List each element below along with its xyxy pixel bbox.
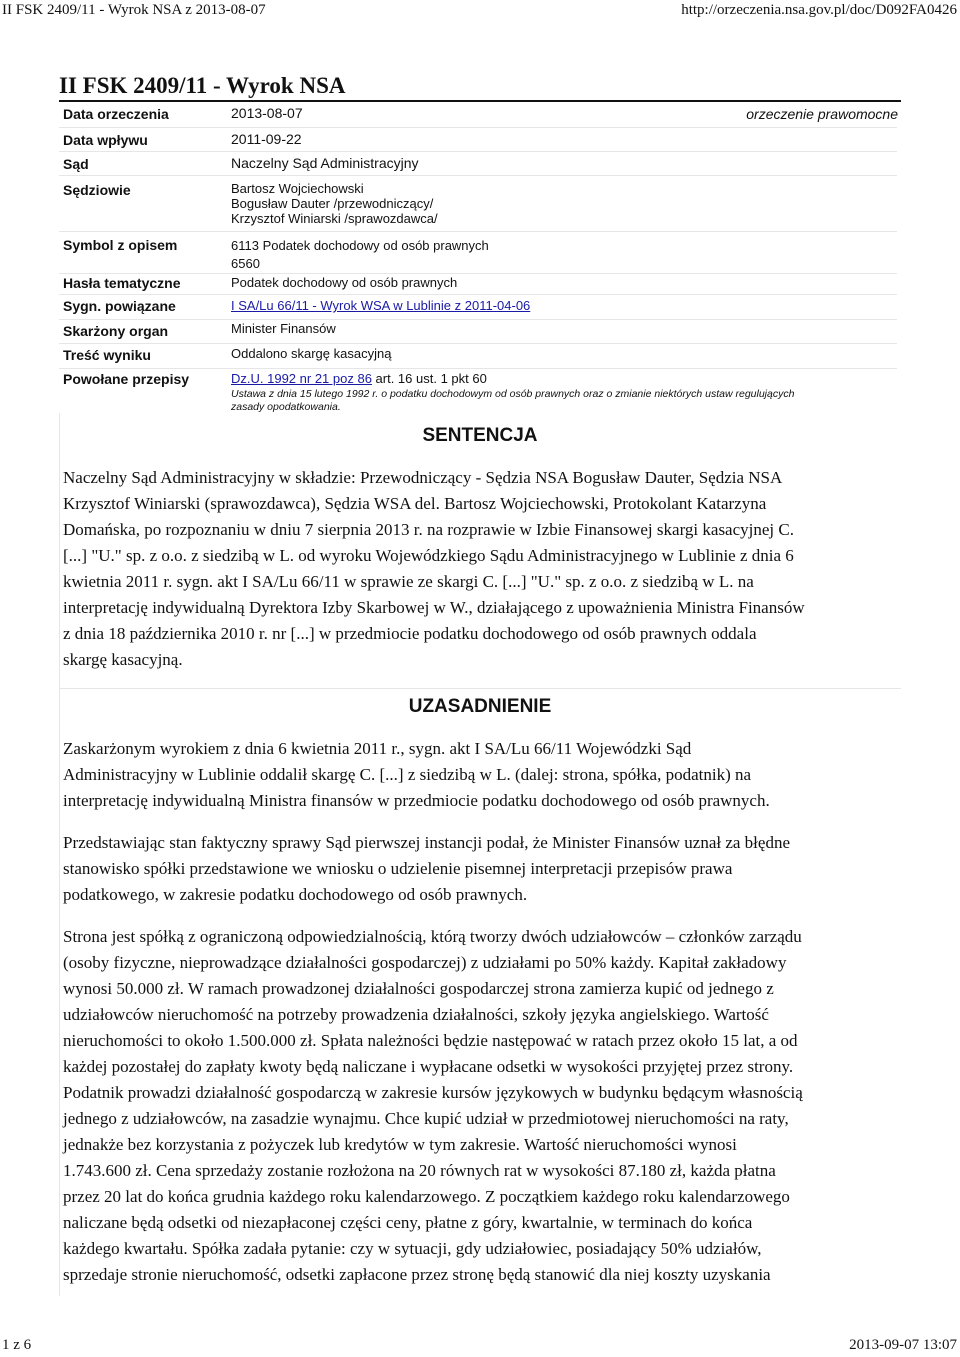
meta-value: 2013-08-07	[231, 105, 303, 121]
meta-label: Hasła tematyczne	[63, 275, 181, 291]
text-line: udziałowców nieruchomość na potrzeby prowadzenia działalności, szkoły języka angielskiego. Wartość	[63, 1005, 769, 1024]
meta-label: Sędziowie	[63, 182, 131, 198]
cited-law-description: zasady opodatkowania.	[231, 401, 341, 413]
text-line: Podatnik prowadzi działalność gospodarczą w zakresie kursów językowych w budynku będącym własnością	[63, 1083, 803, 1102]
print-header	[0, 0, 960, 22]
section-heading-uzasadnienie: UZASADNIENIE	[408, 696, 552, 717]
text-line: skargę kasacyjną.	[63, 650, 183, 669]
page-title: II FSK 2409/11 - Wyrok NSA	[59, 73, 346, 98]
section-divider	[59, 688, 901, 689]
meta-value-list	[231, 237, 489, 273]
cited-law-article: art. 16 ust. 1 pkt 60	[371, 371, 487, 386]
text-line: Przedstawiając stan faktyczny sprawy Sąd pierwszej instancji podał, że Minister Finansów uznał za błędne	[63, 833, 790, 852]
text-line: Zaskarżonym wyrokiem z dnia 6 kwietnia 2011 r., sygn. akt I SA/Lu 66/11 Wojewódzki Sąd	[63, 739, 692, 758]
text-line: przez 20 lat do końca grudnia każdego roku kalendarzowego. Z początkiem każdego roku kalendarzowego	[63, 1187, 790, 1206]
sentencja-text	[63, 465, 903, 673]
uzasadnienie-paragraph-1	[63, 736, 903, 814]
meta-label: Symbol z opisem	[63, 237, 178, 253]
page-counter: 1 z 6	[2, 1337, 32, 1353]
print-header-url: http://orzeczenia.nsa.gov.pl/doc/D092FA0426	[681, 2, 957, 18]
row-divider	[59, 343, 897, 344]
text-line: Administracyjny w Lublinie oddalił skargę C. [...] z siedzibą w L. (dalej: strona, spółka, podatnik) na	[63, 765, 752, 784]
symbol-code: 6113 Podatek dochodowy od osób prawnych	[231, 238, 489, 253]
content-left-border	[59, 413, 60, 1296]
meta-value	[231, 298, 530, 313]
meta-label: Skarżony organ	[63, 323, 169, 339]
text-line: podatkowego, w zakresie podatku dochodowego od osób prawnych.	[63, 885, 528, 904]
text-line: nieruchomości to około 1.500.000 zł. Spłata należności będzie następować w ratach przez około 15 lat, a od	[63, 1031, 798, 1050]
meta-value: Podatek dochodowy od osób prawnych	[231, 275, 458, 290]
meta-label: Sygn. powiązane	[63, 298, 176, 314]
text-line: jednego z udziałowców, na zasadzie wynajmu. Chce kupić udział w przedmiotowej nieruchomości na raty,	[63, 1109, 789, 1128]
row-divider	[59, 231, 897, 232]
meta-label: Data orzeczenia	[63, 106, 169, 122]
section-heading-sentencja: SENTENCJA	[422, 425, 538, 446]
judge-name: Bartosz Wojciechowski	[231, 181, 364, 196]
text-line: [...] "U." sp. z o.o. z siedzibą w L. od wyroku Wojewódzkiego Sądu Administracyjnego w Lublinie z dnia 6	[63, 546, 794, 565]
cited-law	[231, 371, 881, 386]
related-case-link[interactable]: I SA/Lu 66/11 - Wyrok WSA w Lublinie z 2011-04-06	[231, 298, 531, 313]
print-footer	[0, 1335, 960, 1355]
text-line: wynosi 50.000 zł. W ramach prowadzonej działalności gospodarczej strona zamierza kupić od jednego z	[63, 979, 774, 998]
meta-label: Sąd	[63, 156, 89, 172]
row-divider	[59, 294, 897, 295]
text-line: kwietnia 2011 r. sygn. akt I SA/Lu 66/11 w sprawie ze skargi C. [...] "U." sp. z o.o. z siedzibą w L. na	[63, 572, 754, 591]
text-line: każdego kwartału. Spółka zadała pytanie: czy w sytuacji, gdy udziałowiec, posiadający 50% udziałów,	[63, 1239, 762, 1258]
row-divider	[59, 127, 897, 128]
meta-value-list	[231, 181, 438, 226]
print-header-title: II FSK 2409/11 - Wyrok NSA z 2013-08-07	[2, 2, 266, 18]
text-line: każdej pozostałej do zapłaty kwoty będą naliczane i wypłacane odsetki w wysokości przyjętej przez strony.	[63, 1057, 794, 1076]
meta-label: Data wpływu	[63, 132, 148, 148]
meta-value: Naczelny Sąd Administracyjny	[231, 155, 419, 171]
row-divider	[59, 175, 897, 176]
judge-name: Krzysztof Winiarski /sprawozdawca/	[231, 211, 438, 226]
title-divider	[59, 100, 901, 102]
row-divider	[59, 151, 897, 152]
meta-label: Powołane przepisy	[63, 371, 190, 387]
symbol-code: 6560	[231, 256, 260, 271]
uzasadnienie-paragraph-2	[63, 830, 903, 908]
text-line: stanowisko spółki przedstawione we wniosku o udzielenie pisemnej interpretacji przepisów prawa	[63, 859, 733, 878]
meta-value	[231, 371, 881, 414]
cited-law-link[interactable]: Dz.U. 1992 nr 21 poz 86	[231, 371, 372, 386]
meta-value: 2011-09-22	[231, 131, 302, 147]
text-line: jednakże bez korzystania z pożyczek lub kredytów w tym zakresie. Wartość nieruchomości wynosi	[63, 1135, 737, 1154]
meta-value: Minister Finansów	[231, 321, 336, 336]
meta-value: Oddalono skargę kasacyjną	[231, 346, 392, 361]
text-line: Strona jest spółką z ograniczoną odpowiedzialnością, którą tworzy dwóch udziałowców – członków zarządu	[63, 927, 802, 946]
status-badge: orzeczenie prawomocne	[746, 106, 898, 122]
meta-label: Treść wyniku	[63, 347, 151, 363]
text-line: (osoby fizyczne, nieprowadzące działalności gospodarczej) z udziałami po 50% każdy. Kapitał zakładowy	[63, 953, 787, 972]
print-timestamp: 2013-09-07 13:07	[849, 1337, 957, 1353]
text-line: interpretację indywidualną Ministra finansów w przedmiocie podatku dochodowego od osób prawnych.	[63, 791, 770, 810]
text-line: naliczane będą odsetki od niezapłaconej części ceny, płatne z góry, kwartalnie, w terminach do końca	[63, 1213, 753, 1232]
text-line: z dnia 18 października 2010 r. nr [...] w przedmiocie podatku dochodowego od osób prawnych oddala	[63, 624, 757, 643]
uzasadnienie-paragraph-3	[63, 924, 903, 1288]
text-line: 1.743.600 zł. Cena sprzedaży zostanie rozłożona na 20 równych rat w wysokości 87.180 zł, każda płatna	[63, 1161, 776, 1180]
text-line: Krzysztof Winiarski (sprawozdawca), Sędzia WSA del. Bartosz Wojciechowski, Protokolant Katarzyna	[63, 494, 767, 513]
text-line: interpretację indywidualną Dyrektora Izby Skarbowej w W., działającego z upoważnienia Ministra Finansów	[63, 598, 805, 617]
text-line: sprzedaje stronie nieruchomość, odsetki zapłacone przez stronę będą stanowić dla niej koszty uzyskania	[63, 1265, 771, 1284]
text-line: Naczelny Sąd Administracyjny w składzie: Przewodniczący - Sędzia NSA Bogusław Dauter, Sędzia NSA	[63, 468, 783, 487]
cited-law-description: Ustawa z dnia 15 lutego 1992 r. o podatku dochodowym od osób prawnych oraz o zmianie niektórych ustaw regulujących	[231, 388, 795, 400]
judge-name: Bogusław Dauter /przewodniczący/	[231, 196, 434, 211]
text-line: Domańska, po rozpoznaniu w dniu 7 sierpnia 2013 r. na rozprawie w Izbie Finansowej skargi kasacyjnej C.	[63, 520, 794, 539]
row-divider	[59, 319, 897, 320]
row-divider	[59, 273, 897, 274]
row-divider	[59, 368, 897, 369]
